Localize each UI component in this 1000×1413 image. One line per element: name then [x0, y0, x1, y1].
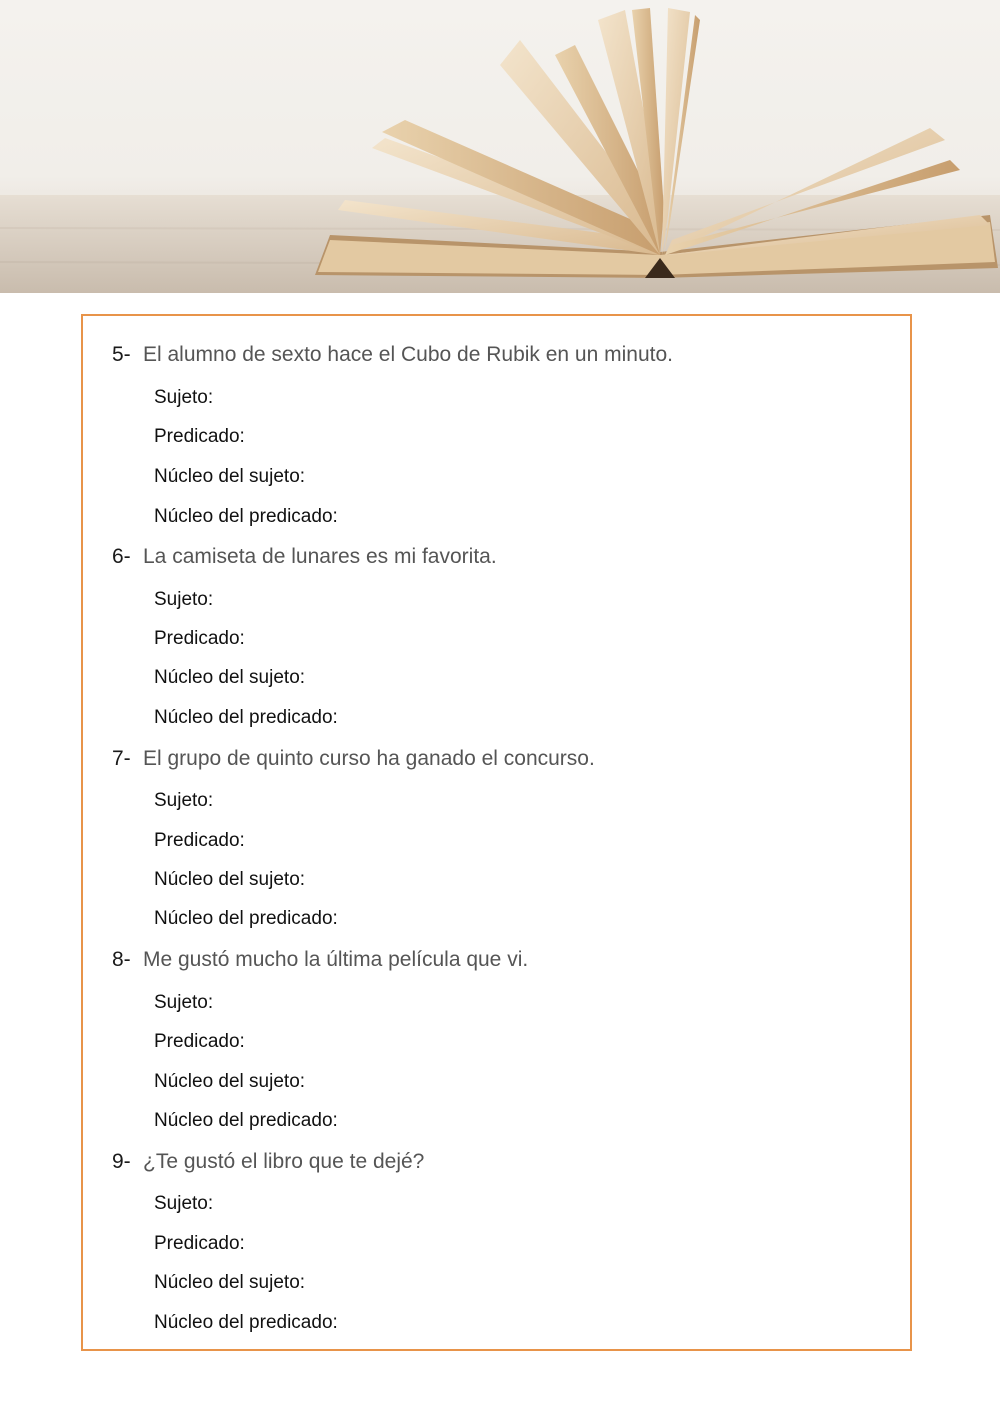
predicate-nucleus-label: Núcleo del predicado: — [154, 908, 338, 929]
exercise-8-sentence — [112, 948, 528, 972]
predicate-nucleus-label: Núcleo del predicado: — [154, 1110, 338, 1131]
subject-label: Sujeto: — [154, 589, 214, 610]
subject-nucleus-label: Núcleo del sujeto: — [154, 1071, 306, 1092]
predicate-label: Predicado: — [154, 1031, 245, 1052]
exercise-number: 7- — [112, 747, 131, 770]
predicate-nucleus-label: Núcleo del predicado: — [154, 506, 338, 527]
exercise-number: 5- — [112, 343, 131, 366]
exercise-number: 9- — [112, 1150, 131, 1173]
predicate-label: Predicado: — [154, 1233, 245, 1254]
predicate-nucleus-label: Núcleo del predicado: — [154, 707, 338, 728]
sentence-text: El grupo de quinto curso ha ganado el concurso. — [143, 747, 595, 770]
open-book-illustration — [0, 0, 1000, 293]
exercise-9-sentence — [112, 1150, 424, 1174]
sentence-text: ¿Te gustó el libro que te dejé? — [143, 1150, 425, 1173]
exercise-number: 8- — [112, 948, 131, 971]
predicate-label: Predicado: — [154, 830, 245, 851]
subject-label: Sujeto: — [154, 790, 214, 811]
exercise-7-sentence — [112, 747, 595, 771]
predicate-label: Predicado: — [154, 426, 245, 447]
sentence-text: El alumno de sexto hace el Cubo de Rubik en un minuto. — [143, 343, 673, 366]
subject-label: Sujeto: — [154, 1193, 214, 1214]
subject-label: Sujeto: — [154, 992, 214, 1013]
sentence-text: La camiseta de lunares es mi favorita. — [143, 545, 497, 568]
predicate-label: Predicado: — [154, 628, 245, 649]
exercise-6-sentence — [112, 545, 497, 569]
subject-nucleus-label: Núcleo del sujeto: — [154, 869, 306, 890]
predicate-nucleus-label: Núcleo del predicado: — [154, 1312, 338, 1333]
subject-nucleus-label: Núcleo del sujeto: — [154, 466, 306, 487]
subject-label: Sujeto: — [154, 387, 214, 408]
exercise-5-sentence — [112, 343, 673, 367]
subject-nucleus-label: Núcleo del sujeto: — [154, 667, 306, 688]
sentence-text: Me gustó mucho la última película que vi. — [143, 948, 529, 971]
subject-nucleus-label: Núcleo del sujeto: — [154, 1272, 306, 1293]
exercise-number: 6- — [112, 545, 131, 568]
header-banner — [0, 0, 1000, 293]
